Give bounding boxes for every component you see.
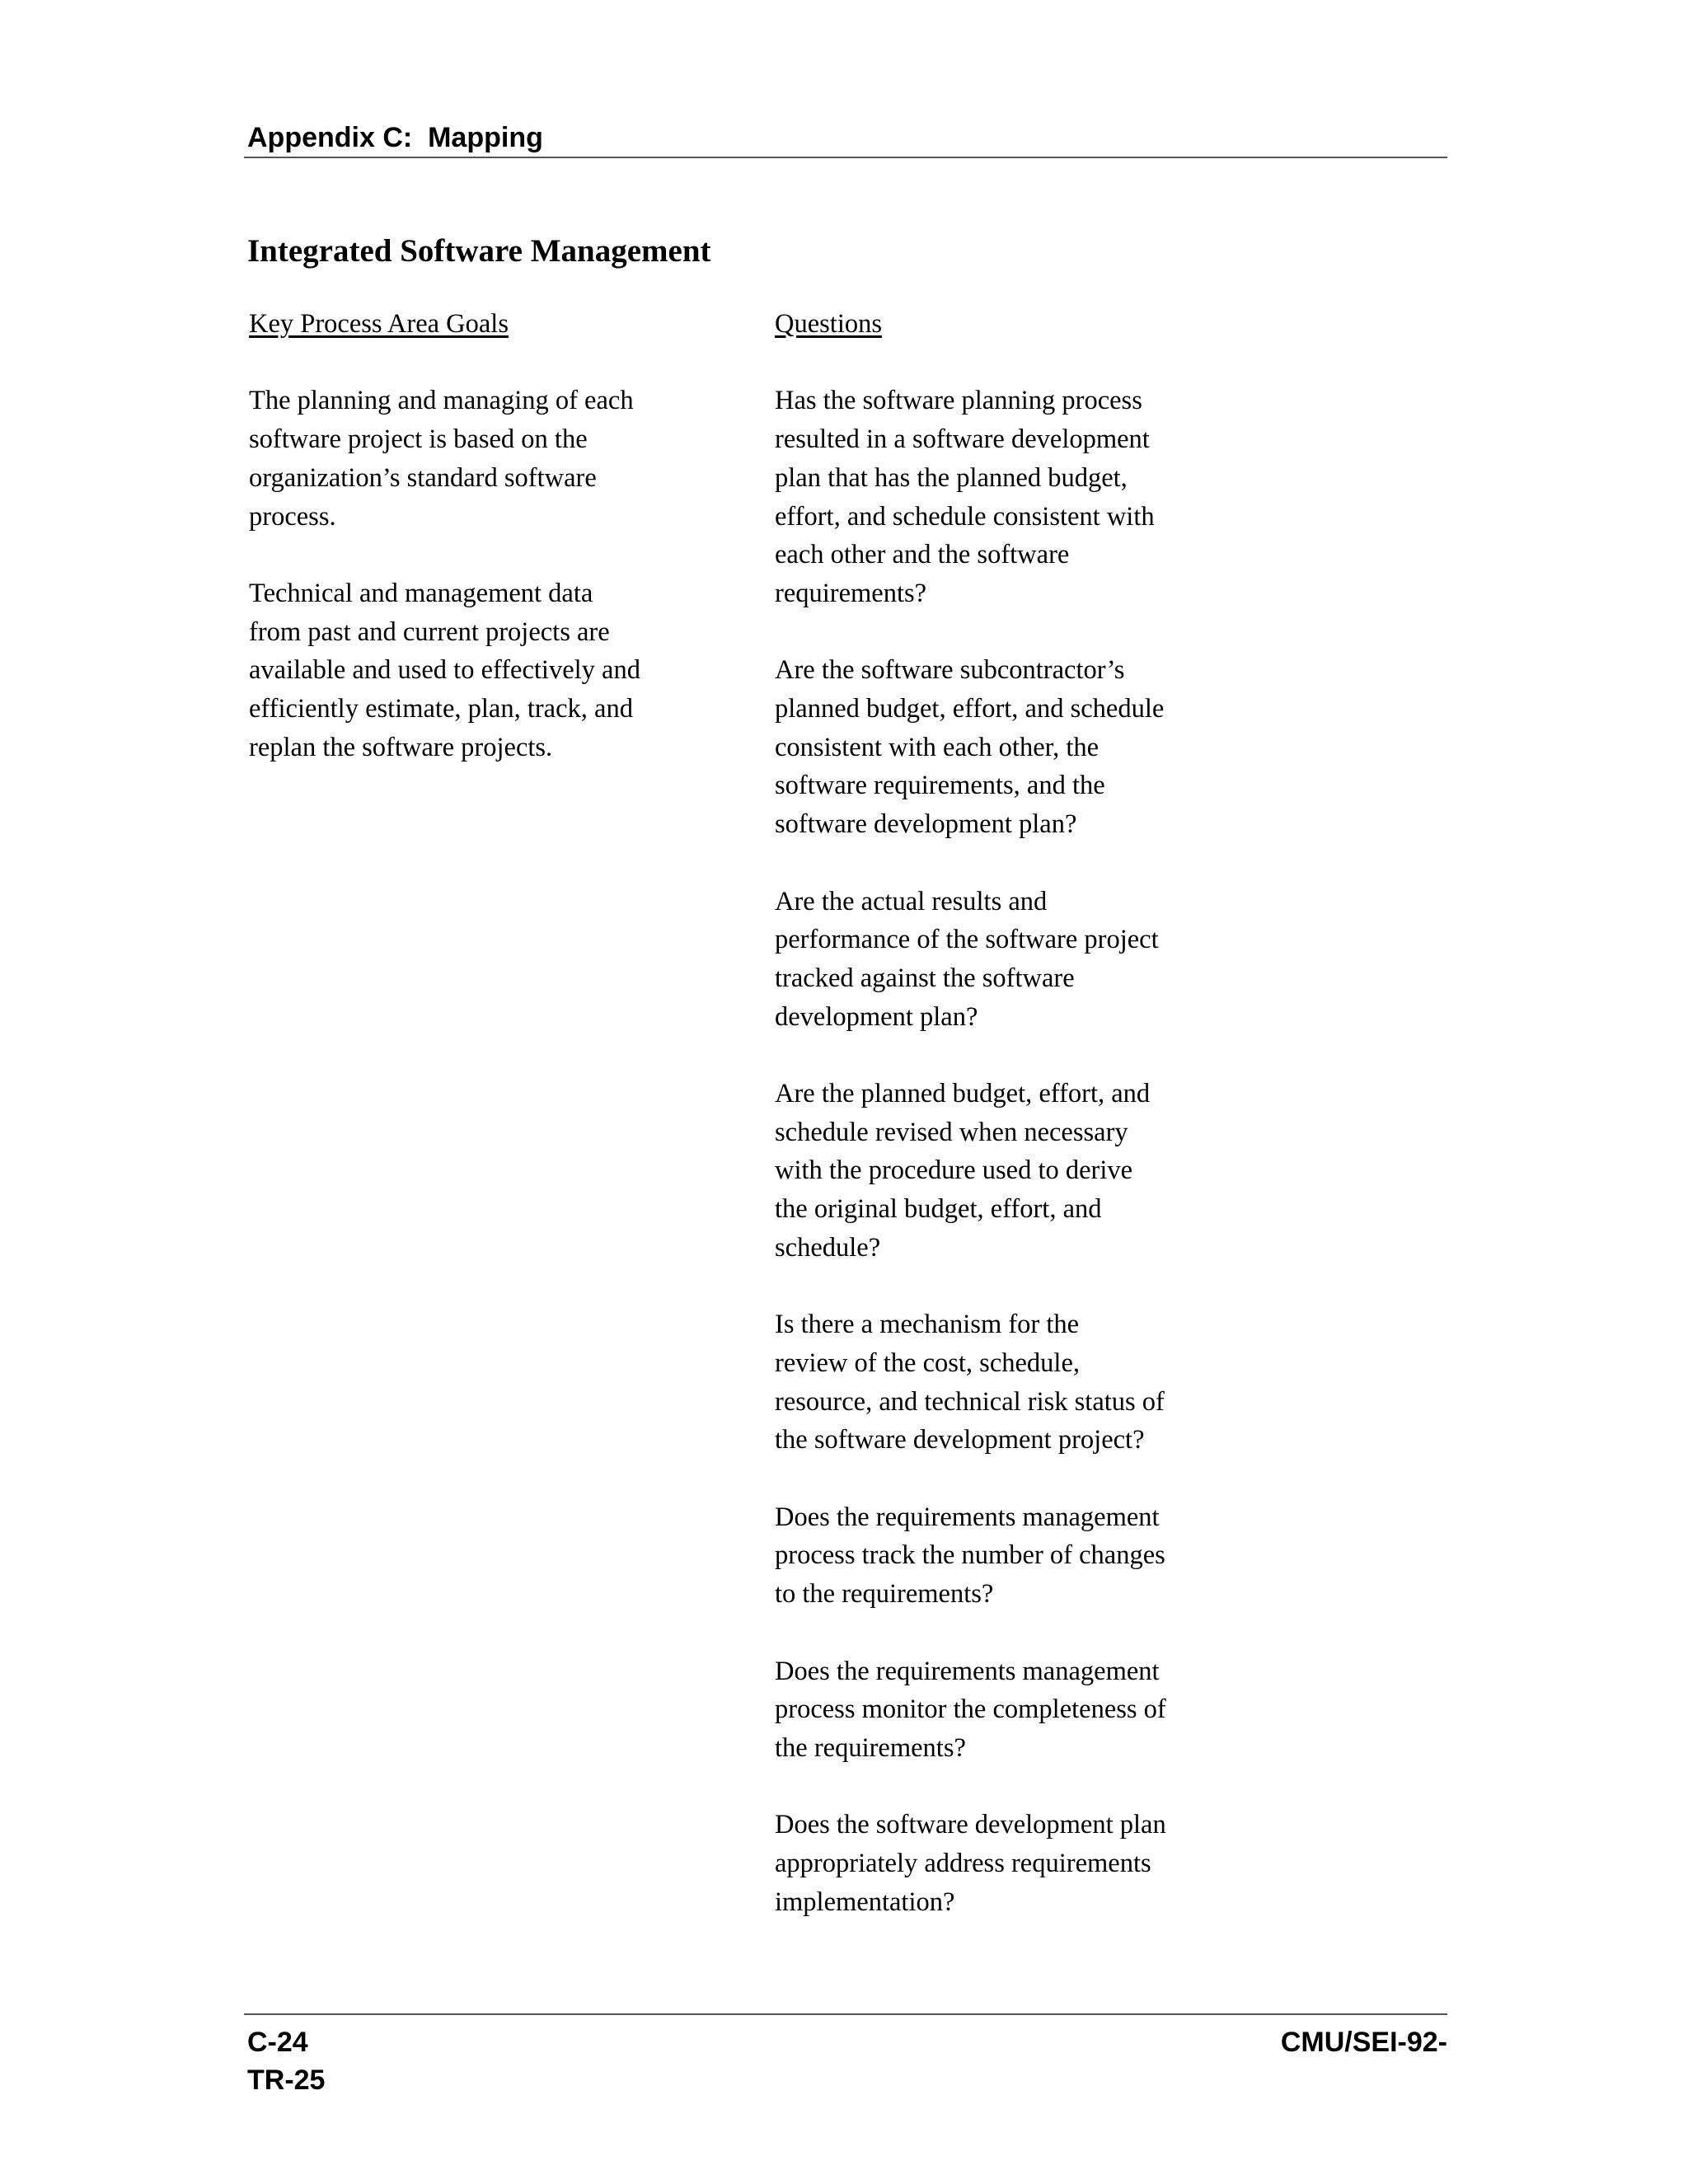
header-rule <box>244 157 1447 158</box>
section-title: Integrated Software Management <box>247 233 711 269</box>
running-header: Appendix C: Mapping <box>247 122 543 153</box>
goal-item: Technical and management data from past and current projects are available and used to effectively and efficiently estimate, plan, track, and replan the software projects. <box>249 578 640 762</box>
goals-column <box>249 305 678 805</box>
question-item: Are the planned budget, effort, and schedule revised when necessary with the procedure used to derive the original budget, effort, and schedule? <box>775 1079 1151 1263</box>
questions-column <box>775 305 1203 1960</box>
question-item: Are the software subcontractor’s planned budget, effort, and schedule consistent with each other, the software requirements, and the software development plan? <box>775 655 1165 840</box>
question-item: Does the software development plan appropriately address requirements implementation? <box>775 1810 1166 1917</box>
question-item: Does the requirements management process track the number of changes to the requirements? <box>775 1502 1165 1610</box>
footer-rule <box>244 2013 1447 2015</box>
question-item: Are the actual results and performance of the software project tracked against the software development plan? <box>775 886 1159 1032</box>
question-item: Has the software planning process resulted in a software development plan that has the planned budget, effort, and schedule consistent with each other and the software requirements? <box>775 386 1155 608</box>
goal-item: The planning and managing of each software project is based on the organization’s standard software process. <box>249 386 634 532</box>
question-item: Is there a mechanism for the review of the cost, schedule, resource, and technical risk status of the software development project? <box>775 1310 1165 1455</box>
report-id: CMU/SEI-92- <box>1280 2027 1447 2058</box>
question-item: Does the requirements management process monitor the completeness of the requirements? <box>775 1656 1166 1763</box>
questions-heading: Questions <box>775 309 882 339</box>
page-number: C-24 TR-25 <box>247 2027 326 2096</box>
goals-heading: Key Process Area Goals <box>249 309 509 339</box>
